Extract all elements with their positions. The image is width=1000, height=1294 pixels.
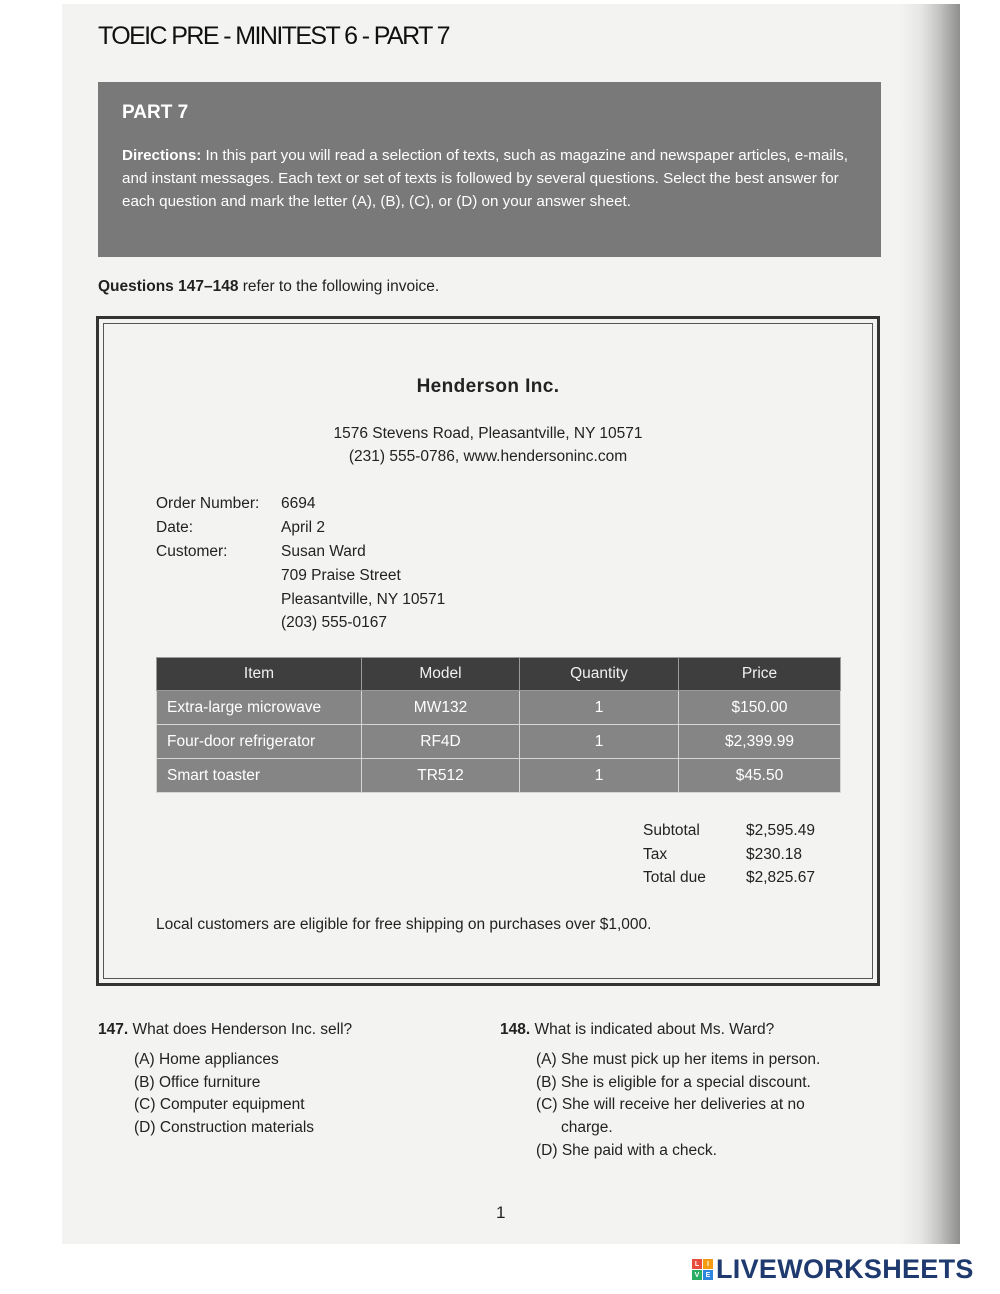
price-cell: $2,399.99: [679, 725, 841, 759]
company-name: Henderson Inc.: [416, 376, 560, 397]
model-cell: MW132: [362, 691, 520, 725]
book-spine-shadow: [900, 4, 960, 1244]
subtotal-label: Subtotal: [643, 822, 700, 839]
invoice: [96, 316, 880, 986]
questions-ref-text: refer to the following invoice.: [238, 278, 440, 295]
quantity-cell: 1: [520, 759, 679, 793]
tax-value: $230.18: [746, 846, 803, 863]
question-prompt: What does Henderson Inc. sell?: [128, 1021, 353, 1038]
item-cell: Four-door refrigerator: [157, 725, 362, 759]
liveworksheets-logo[interactable]: [692, 1254, 974, 1285]
logo-cell: I: [703, 1259, 713, 1269]
question-147: [98, 1021, 352, 1140]
customer-label: Customer:: [156, 543, 228, 560]
model-cell: TR512: [362, 759, 520, 793]
item-cell: Extra-large microwave: [157, 691, 362, 725]
order-number-label: Order Number:: [156, 495, 260, 512]
table-row: [157, 691, 841, 725]
item-cell: Smart toaster: [157, 759, 362, 793]
questions-range: Questions 147–148: [98, 278, 239, 295]
price-cell: $150.00: [679, 691, 841, 725]
answer-option-d[interactable]: (D) She paid with a check.: [536, 1141, 717, 1159]
directions-label: Directions:: [122, 147, 202, 164]
worksheet-title: TOEIC PRE - MINITEST 6 - PART 7: [98, 22, 449, 50]
quantity-cell: 1: [520, 691, 679, 725]
column-header: Model: [362, 658, 520, 691]
order-date: April 2: [281, 519, 325, 536]
option-c-continuation: charge.: [561, 1119, 613, 1137]
logo-cell: V: [692, 1270, 702, 1280]
order-number: 6694: [281, 495, 316, 512]
quantity-cell: 1: [520, 725, 679, 759]
answer-option-a[interactable]: (A) Home appliances: [134, 1051, 279, 1068]
answer-option-b[interactable]: (B) Office furniture: [134, 1073, 261, 1091]
invoice-inner-border: [103, 323, 873, 979]
table-header-row: [157, 658, 841, 691]
tax-label: Tax: [643, 846, 668, 863]
column-header: Quantity: [520, 658, 679, 691]
customer-city: Pleasantville, NY 10571: [281, 591, 446, 608]
date-label: Date:: [156, 519, 194, 536]
table-row: [157, 759, 841, 793]
answer-option-c[interactable]: (C) Computer equipment: [134, 1096, 305, 1114]
option-c-text: (C) She will receive her deliveries at no: [536, 1096, 805, 1114]
table-row: [157, 725, 841, 759]
model-cell: RF4D: [362, 725, 520, 759]
column-header: Item: [157, 658, 362, 691]
total-due-label: Total due: [643, 869, 706, 886]
company-address: 1576 Stevens Road, Pleasantville, NY 10571: [333, 425, 643, 442]
customer-phone: (203) 555-0167: [281, 614, 387, 631]
question-148: [500, 1021, 820, 1163]
shipping-note: Local customers are eligible for free shipping on purchases over $1,000.: [156, 916, 652, 933]
logo-icon: [692, 1259, 713, 1280]
answer-option-a[interactable]: (A) She must pick up her items in person.: [536, 1051, 821, 1068]
company-contact: (231) 555-0786, www.hendersoninc.com: [348, 448, 628, 465]
logo-cell: E: [703, 1270, 713, 1280]
answer-option-d[interactable]: (D) Construction materials: [134, 1119, 315, 1137]
price-cell: $45.50: [679, 759, 841, 793]
directions-text: In this part you will read a selection of texts, such as magazine and newspaper articles, e-mails, and instant messages. Each text or set of texts is followed by several questions. Select the best answer for each question and mark the letter (A), (B), (C), or (D) on your answer sheet.: [122, 147, 848, 210]
part-directions-box: [98, 82, 881, 257]
question-number: 147.: [98, 1021, 129, 1038]
question-number: 148.: [500, 1021, 531, 1038]
page-number: 1: [496, 1203, 506, 1222]
answer-options: [536, 1049, 820, 1163]
total-due-value: $2,825.67: [746, 869, 815, 886]
part-title: PART 7: [122, 102, 189, 123]
column-header: Price: [679, 658, 841, 691]
answer-option-b[interactable]: (B) She is eligible for a special discount.: [536, 1073, 811, 1091]
question-text: [98, 1021, 352, 1039]
answer-option-c[interactable]: [536, 1094, 820, 1139]
answer-options: [134, 1049, 352, 1140]
logo-cell: L: [692, 1259, 702, 1269]
customer-name: Susan Ward: [281, 543, 366, 560]
question-text: [500, 1021, 820, 1039]
question-prompt: What is indicated about Ms. Ward?: [530, 1021, 775, 1038]
subtotal-value: $2,595.49: [746, 822, 815, 839]
directions: [122, 144, 859, 213]
items-table: [156, 657, 841, 793]
questions-reference: [98, 278, 439, 296]
logo-text: LIVEWORKSHEETS: [716, 1254, 974, 1284]
customer-street: 709 Praise Street: [281, 567, 401, 584]
